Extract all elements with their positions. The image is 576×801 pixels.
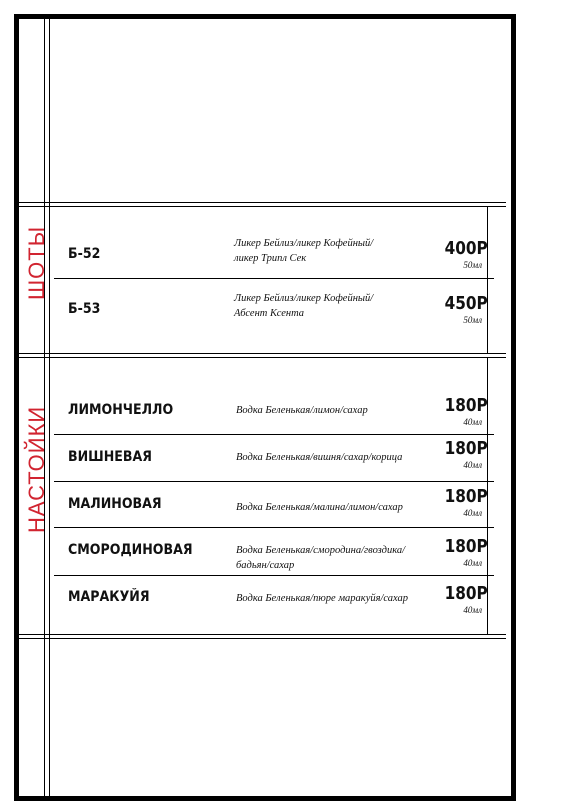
item-description: Водка Беленькая/вишня/сахар/корица (236, 452, 403, 463)
item-name: Б-53 (68, 301, 101, 317)
item-volume: 40мл (463, 508, 482, 518)
right-rule-shots (487, 207, 488, 353)
item-name: Б-52 (68, 246, 101, 262)
menu-item-tincture (50, 486, 500, 524)
row-divider (54, 575, 494, 576)
section-divider-mid-2 (14, 357, 506, 358)
item-price: 180Р (444, 486, 488, 507)
menu-item-tincture (50, 438, 500, 477)
item-price: 180Р (444, 583, 488, 604)
row-divider (54, 434, 494, 435)
item-volume: 40мл (463, 460, 482, 470)
menu-item-tincture (50, 585, 500, 619)
menu-item-tincture (50, 538, 500, 572)
item-volume: 50мл (463, 315, 482, 325)
item-volume: 40мл (463, 417, 482, 427)
item-description: Водка Беленькая/малина/лимон/сахар (236, 502, 403, 513)
item-price: 180Р (444, 395, 488, 416)
item-description: Водка Беленькая/лимон/сахар (236, 405, 368, 416)
item-name: ВИШНЕВАЯ (68, 449, 152, 465)
item-price: 400Р (444, 238, 488, 259)
menu-item-shot (50, 291, 500, 331)
item-description: Ликер Бейлиз/ликер Кофейный/ ликер Трипл Сек (234, 238, 374, 264)
item-name: МАРАКУЙЯ (68, 589, 150, 605)
item-description: Ликер Бейлиз/ликер Кофейный/ Абсент Ксента (234, 293, 374, 319)
item-price: 450Р (444, 293, 488, 314)
section-divider-top (14, 202, 506, 203)
row-divider (54, 481, 494, 482)
item-volume: 40мл (463, 605, 482, 615)
row-divider (54, 278, 494, 279)
section-label-shots: ШОТЫ (24, 225, 49, 300)
menu-item-shot (50, 236, 500, 276)
item-name: ЛИМОНЧЕЛЛО (68, 402, 174, 418)
item-price: 180Р (444, 536, 488, 557)
item-volume: 50мл (463, 260, 482, 270)
item-description: Водка Беленькая/пюре маракуйя/сахар (236, 593, 409, 604)
item-description: Водка Беленькая/смородина/гвоздика/ бадьян/сахар (236, 545, 406, 571)
section-divider-bottom-2 (14, 638, 506, 639)
menu-item-tincture (50, 396, 500, 430)
section-divider-top-2 (14, 206, 506, 207)
section-label-tinctures: НАСТОЙКИ (24, 405, 49, 533)
row-divider (54, 527, 494, 528)
item-name: МАЛИНОВАЯ (68, 496, 162, 512)
section-divider-mid (14, 353, 506, 354)
section-divider-bottom (14, 634, 506, 635)
item-volume: 40мл (463, 558, 482, 568)
item-name: СМОРОДИНОВАЯ (68, 542, 193, 558)
item-price: 180Р (444, 438, 488, 459)
